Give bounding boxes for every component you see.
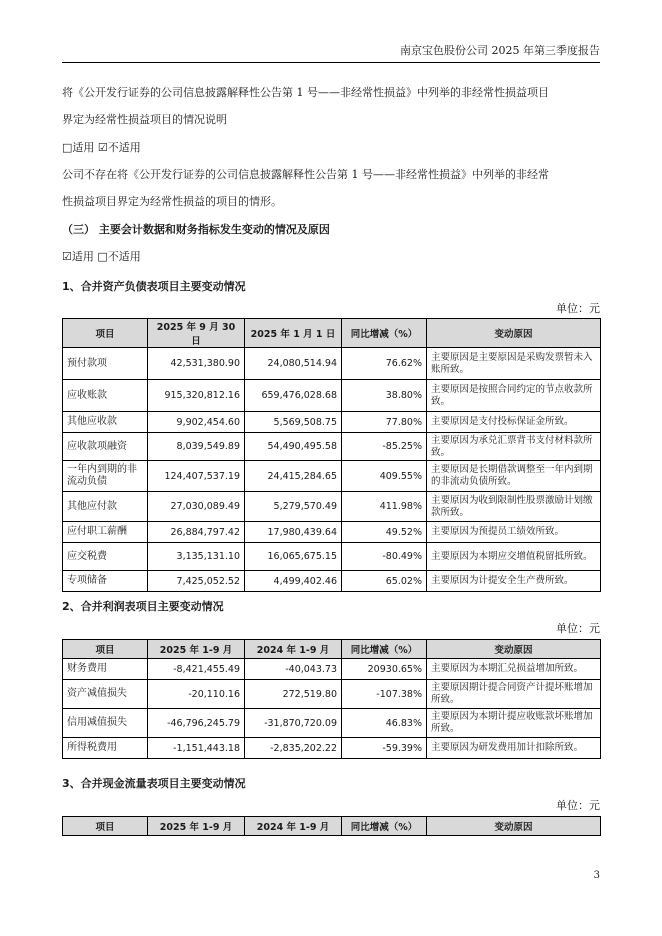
row-value-current: 915,320,812.16 <box>148 380 245 412</box>
row-change-pct: 49.52% <box>342 522 427 543</box>
row-value-prior: 4,499,402.46 <box>245 571 342 592</box>
intro-line-1: 将《公开发行证券的公司信息披露解释性公告第 1 号——非经常性损益》中列举的非经常性损益项目 <box>62 86 549 99</box>
col-header-reason: 变动原因 <box>427 817 601 836</box>
row-value-current: 26,884,797.42 <box>148 522 245 543</box>
row-value-current: 27,030,089.49 <box>148 492 245 522</box>
row-item-name: 其他应收款 <box>63 412 148 433</box>
row-item-name: 专项储备 <box>63 571 148 592</box>
row-change-pct: -59.39% <box>342 738 427 759</box>
row-item-name: 应交税费 <box>63 543 148 571</box>
row-change-pct: -107.38% <box>342 680 427 709</box>
col-header-item: 项目 <box>63 640 148 659</box>
row-value-prior: 272,519.80 <box>245 680 342 709</box>
intro-line-3: 公司不存在将《公开发行证券的公司信息披露解释性公告第 1 号——非经常性损益》中列举的非经常 <box>62 168 549 181</box>
row-item-name: 其他应付款 <box>63 492 148 522</box>
row-reason: 主要原因是按照合同约定的节点收款所致。 <box>427 380 601 412</box>
section-3-applicability-checkbox: ☑适用 □不适用 <box>62 250 141 263</box>
row-value-current: -1,151,443.18 <box>148 738 245 759</box>
table-row <box>63 543 601 571</box>
row-value-current: -20,110.16 <box>148 680 245 709</box>
row-value-prior: 5,279,570.49 <box>245 492 342 522</box>
row-item-name: 应收账款 <box>63 380 148 412</box>
row-item-name: 预付款项 <box>63 348 148 380</box>
col-header-reason: 变动原因 <box>427 319 601 348</box>
balance-unit-label: 单位：元 <box>556 302 600 315</box>
table-row <box>63 680 601 709</box>
cashflow-statement-title: 3、合并现金流量表项目主要变动情况 <box>62 777 246 790</box>
row-change-pct: 46.83% <box>342 709 427 738</box>
header-divider <box>62 62 600 63</box>
row-reason: 主要原因为研发费用加计扣除所致。 <box>427 738 601 759</box>
row-reason: 主要原因为收到限制性股票激励计划缴款所致。 <box>427 492 601 522</box>
row-value-current: -8,421,455.49 <box>148 659 245 680</box>
row-item-name: 应收款项融资 <box>63 433 148 461</box>
row-item-name: 资产减值损失 <box>63 680 148 709</box>
col-header-period-b: 2024 年 1-9 月 <box>245 817 342 836</box>
table-row <box>63 522 601 543</box>
row-value-prior: 24,080,514.94 <box>245 348 342 380</box>
page-number: 3 <box>593 870 600 881</box>
row-item-name: 应付职工薪酬 <box>63 522 148 543</box>
col-header-item: 项目 <box>63 319 148 348</box>
row-reason: 主要原因为本期应交增值税留抵所致。 <box>427 543 601 571</box>
row-value-prior: 659,476,028.68 <box>245 380 342 412</box>
row-reason: 主要原因为承兑汇票背书支付材料款所致。 <box>427 433 601 461</box>
row-reason: 主要原因为计提安全生产费所致。 <box>427 571 601 592</box>
page-header-title: 南京宝色股份公司 2025 年第三季度报告 <box>400 44 600 57</box>
table-row <box>63 492 601 522</box>
row-value-current: 124,407,537.19 <box>148 461 245 492</box>
row-item-name: 一年内到期的非流动负债 <box>63 461 148 492</box>
row-reason: 主要原因为预提员工绩效所致。 <box>427 522 601 543</box>
row-reason: 主要原因是支付投标保证金所致。 <box>427 412 601 433</box>
balance-sheet-table <box>62 318 601 592</box>
table-row <box>63 412 601 433</box>
intro-line-4: 性损益项目界定为经常性损益的项目的情形。 <box>62 195 282 208</box>
col-header-change-pct: 同比增减（%） <box>342 817 427 836</box>
row-change-pct: 76.62% <box>342 348 427 380</box>
income-unit-label: 单位：元 <box>556 622 600 635</box>
table-row <box>63 659 601 680</box>
row-value-current: 9,902,454.60 <box>148 412 245 433</box>
col-header-period-a: 2025 年 9 月 30 日 <box>148 319 245 348</box>
row-change-pct: 409.55% <box>342 461 427 492</box>
row-change-pct: 38.80% <box>342 380 427 412</box>
row-value-current: 42,531,380.90 <box>148 348 245 380</box>
col-header-change-pct: 同比增减（%） <box>342 640 427 659</box>
row-item-name: 财务费用 <box>63 659 148 680</box>
row-change-pct: -80.49% <box>342 543 427 571</box>
col-header-reason: 变动原因 <box>427 640 601 659</box>
table-row <box>63 738 601 759</box>
row-value-prior: -40,043.73 <box>245 659 342 680</box>
row-reason: 主要原因是主要原因是采购发票暂未入账所致。 <box>427 348 601 380</box>
income-statement-table <box>62 639 601 759</box>
table-row <box>63 571 601 592</box>
row-reason: 主要原因为本期汇兑损益增加所致。 <box>427 659 601 680</box>
row-change-pct: 77.80% <box>342 412 427 433</box>
income-statement-title: 2、合并利润表项目主要变动情况 <box>62 600 224 613</box>
row-value-prior: 5,569,508.75 <box>245 412 342 433</box>
row-change-pct: 20930.65% <box>342 659 427 680</box>
row-value-prior: 16,065,675.15 <box>245 543 342 571</box>
cashflow-unit-label: 单位：元 <box>556 799 600 812</box>
row-change-pct: 411.98% <box>342 492 427 522</box>
row-value-current: 7,425,052.52 <box>148 571 245 592</box>
row-value-current: 3,135,131.10 <box>148 543 245 571</box>
row-change-pct: 65.02% <box>342 571 427 592</box>
row-item-name: 所得税费用 <box>63 738 148 759</box>
row-value-current: -46,796,245.79 <box>148 709 245 738</box>
row-value-prior: -31,870,720.09 <box>245 709 342 738</box>
row-value-current: 8,039,549.89 <box>148 433 245 461</box>
table-row <box>63 709 601 738</box>
section-3-title: （三） 主要会计数据和财务指标发生变动的情况及原因 <box>62 223 330 236</box>
row-value-prior: 24,415,284.65 <box>245 461 342 492</box>
row-reason: 主要原因是长期借款调整至一年内到期的非流动负债所致。 <box>427 461 601 492</box>
cashflow-statement-table <box>62 816 601 836</box>
balance-sheet-title: 1、合并资产负债表项目主要变动情况 <box>62 280 246 293</box>
col-header-change-pct: 同比增减（%） <box>342 319 427 348</box>
col-header-period-b: 2024 年 1-9 月 <box>245 640 342 659</box>
row-value-prior: 17,980,439.64 <box>245 522 342 543</box>
row-item-name: 信用减值损失 <box>63 709 148 738</box>
intro-line-2: 界定为经常性损益项目的情况说明 <box>62 113 227 126</box>
intro-applicability-checkbox: □适用 ☑不适用 <box>62 141 141 154</box>
table-row <box>63 433 601 461</box>
row-reason: 主要原因期计提合同资产计提坏账增加所致。 <box>427 680 601 709</box>
table-row <box>63 348 601 380</box>
table-row <box>63 461 601 492</box>
row-change-pct: -85.25% <box>342 433 427 461</box>
row-value-prior: 54,490,495.58 <box>245 433 342 461</box>
col-header-item: 项目 <box>63 817 148 836</box>
col-header-period-b: 2025 年 1 月 1 日 <box>245 319 342 348</box>
row-value-prior: -2,835,202.22 <box>245 738 342 759</box>
col-header-period-a: 2025 年 1-9 月 <box>148 640 245 659</box>
row-reason: 主要原因为本期计提应收账款坏账增加所致。 <box>427 709 601 738</box>
table-row <box>63 380 601 412</box>
col-header-period-a: 2025 年 1-9 月 <box>148 817 245 836</box>
